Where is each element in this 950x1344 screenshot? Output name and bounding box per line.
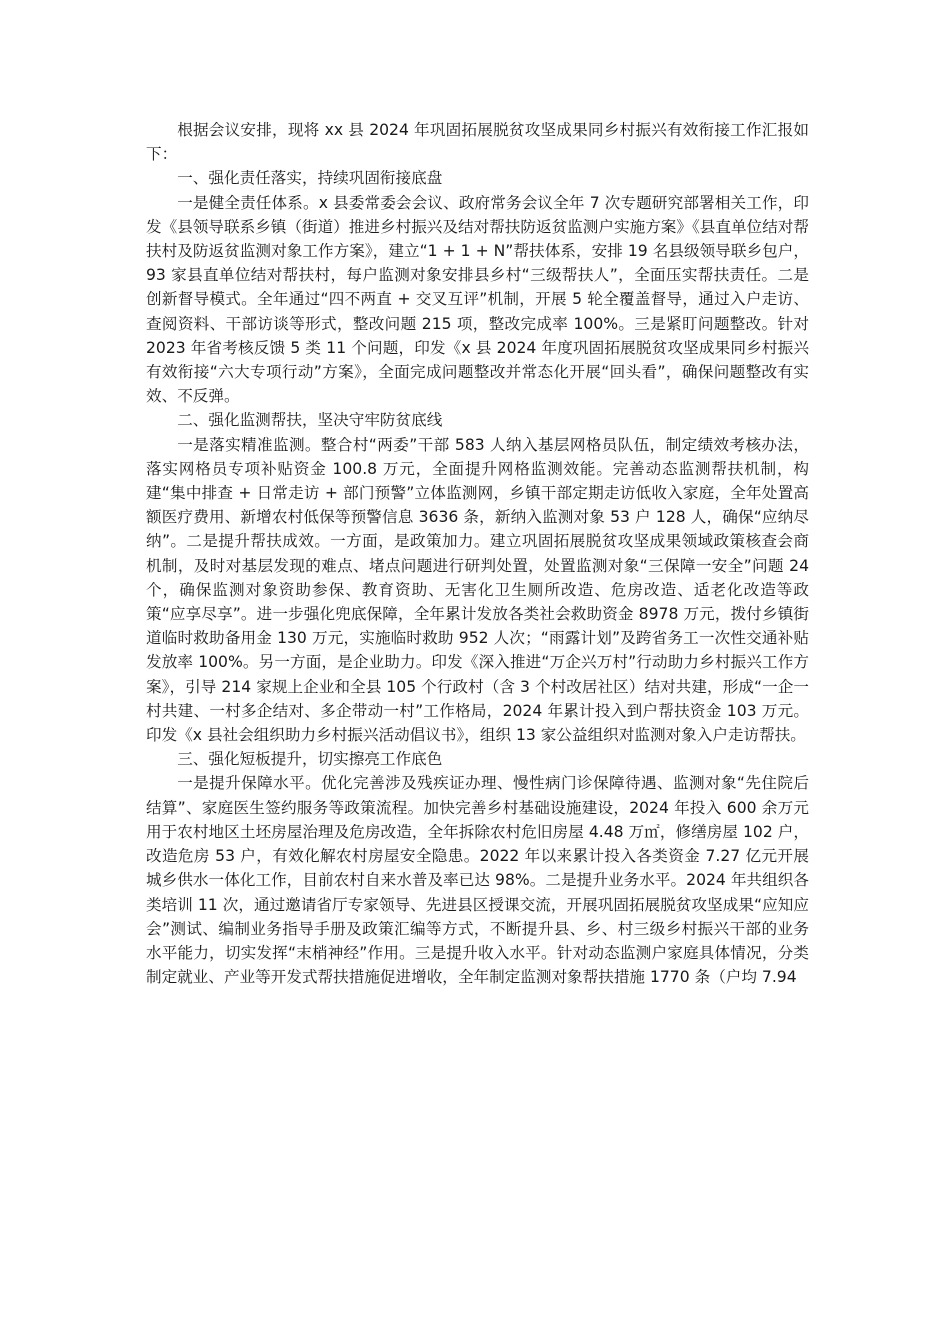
section-3-body: 一是提升保障水平。优化完善涉及残疾证办理、慢性病门诊保障待遇、监测对象“先住院后结算”、家庭医生签约服务等政策流程。加快完善乡村基础设施建设，2024 年投入 600 余万元用于农村地区土坯房屋治理及危房改造，全年拆除农村危旧房屋 4.48 万㎡，修缮房屋 102 户，改造危房 53 户，有效化解农村房屋安全隐患。2022 年以来累计投入各类资金 7.27 亿元开展城乡供水一体化工作，目前农村自来水普及率已达 98%。二是提升业务水平。2024 年共组织各类培训 11 次，通过邀请省厅专家领导、先进县区授课交流，开展巩固拓展脱贫攻坚成果“应知应会”测试、编制业务指导手册及政策汇编等方式，不断提升县、乡、村三级乡村振兴干部的业务水平能力，切实发挥“末梢神经”作用。三是提升收入水平。针对动态监测户家庭具体情况，分类制定就业、产业等开发式帮扶措施促进增收，全年制定监测对象帮扶措施 1770 条（户均 7.94 xyxy=(146,774,809,987)
section-2-body: 一是落实精准监测。整合村“两委”干部 583 人纳入基层网格员队伍，制定绩效考核办法，落实网格员专项补贴资金 100.8 万元，全面提升网格监测效能。完善动态监测帮扶机制，构建“集中排查 + 日常走访 + 部门预警”立体监测网，乡镇干部定期走访低收入家庭，全年处置高额医疗费用、新增农村低保等预警信息 3636 条，新纳入监测对象 53 户 128 人，确保“应纳尽纳”。二是提升帮扶成效。一方面，是政策加力。建立巩固拓展脱贫攻坚成果领域政策核查会商机制，及时对基层发现的难点、堵点问题进行研判处置，处置监测对象“三保障一安全”问题 24 个，确保监测对象资助参保、教育资助、无害化卫生厕所改造、危房改造、适老化改造等政策“应享尽享”。进一步强化兜底保障，全年累计发放各类社会救助资金 8978 万元，拨付乡镇街道临时救助备用金 130 万元，实施临时救助 952 人次；“雨露计划”及跨省务工一次性交通补贴发放率 100%。另一方面，是企业助力。印发《深入推进“万企兴万村”行动助力乡村振兴工作方案》，引导 214 家规上企业和全县 105 个行政村（含 3 个村改居社区）结对共建，形成“一企一村共建、一村多企结对、多企带动一村”工作格局，2024 年累计投入到户帮扶资金 103 万元。印发《x 县社会组织助力乡村振兴活动倡议书》，组织 13 家公益组织对监测对象入户走访帮扶。 xyxy=(146,435,809,745)
section-heading-3: 三、强化短板提升，切实擦亮工作底色 xyxy=(177,750,443,769)
section-heading-1: 一、强化责任落实，持续巩固衔接底盘 xyxy=(177,169,443,188)
section-heading-2: 二、强化监测帮扶，坚决守牢防贫底线 xyxy=(177,411,443,430)
intro-paragraph: 根据会议安排，现将 xx 县 2024 年巩固拓展脱贫攻坚成果同乡村振兴有效衔接工作汇报如下： xyxy=(146,121,809,164)
document-page xyxy=(146,118,809,989)
section-1-body: 一是健全责任体系。x 县委常委会会议、政府常务会议全年 7 次专题研究部署相关工作，印发《县领导联系乡镇（街道）推进乡村振兴及结对帮扶防返贫监测户实施方案》《县直单位结对帮扶村及防返贫监测对象工作方案》，建立“1 + 1 + N”帮扶体系，安排 19 名县级领导联乡包户，93 家县直单位结对帮扶村，每户监测对象安排县乡村“三级帮扶人”，全面压实帮扶责任。二是创新督导模式。全年通过“四不两直 + 交叉互评”机制，开展 5 轮全覆盖督导，通过入户走访、查阅资料、干部访谈等形式，整改问题 215 项，整改完成率 100%。三是紧盯问题整改。针对 2023 年省考核反馈 5 类 11 个问题，印发《x 县 2024 年度巩固拓展脱贫攻坚成果同乡村振兴有效衔接“六大专项行动”方案》，全面完成问题整改并常态化开展“回头看”，确保问题整改有实效、不反弹。 xyxy=(146,193,809,406)
